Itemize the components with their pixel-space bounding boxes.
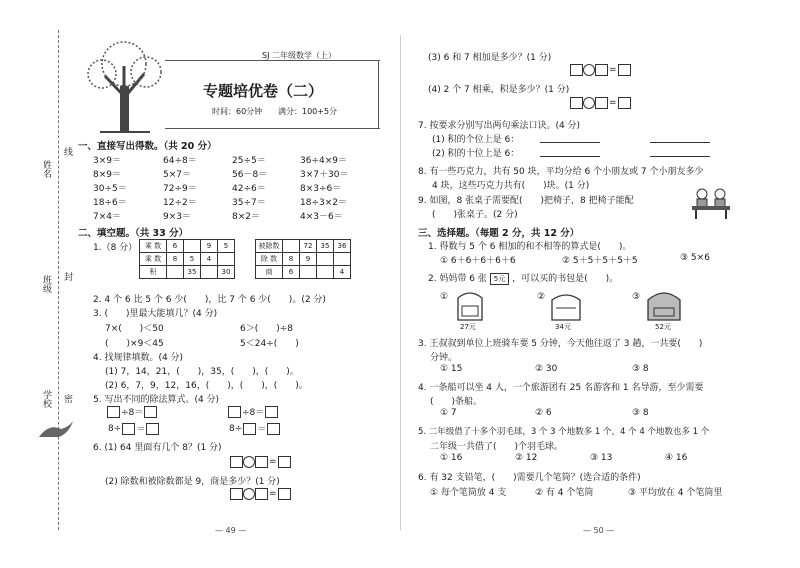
q2-text: 2. 4 个 6 比 5 个 6 少( )，比 7 个 6 少( )。(2 分) <box>93 295 326 305</box>
option[interactable]: ② 12 <box>515 453 538 463</box>
answer-box[interactable] <box>230 456 243 468</box>
table-cell[interactable] <box>334 253 351 266</box>
table-row-header: 乘 数 <box>140 240 167 253</box>
table-cell: 6 <box>167 240 184 253</box>
answer-box[interactable] <box>618 97 631 109</box>
answer-box[interactable] <box>265 406 278 418</box>
table-cell: 35 <box>317 240 334 253</box>
table-row-header: 积 <box>140 266 167 279</box>
table-cell: 35 <box>184 266 201 279</box>
table-row-header: 乘 数 <box>140 253 167 266</box>
arithmetic-problem: 35÷7＝ <box>232 198 266 208</box>
option[interactable]: ③ 13 <box>590 453 613 463</box>
c5-text: 二年级一共借了( )个羽毛球。 <box>430 442 564 452</box>
option[interactable]: ① 6＋6＋6＋6＋6 <box>440 256 516 266</box>
arithmetic-problem: 4×3－6＝ <box>300 212 343 222</box>
division-table <box>255 239 351 279</box>
q6-4-text: (4) 2 个 7 相乘，积是多少？(1 分) <box>428 85 570 95</box>
arithmetic-problem: 3×9＝ <box>93 156 121 166</box>
option[interactable]: ③ 8 <box>632 364 649 374</box>
table-cell[interactable] <box>218 253 235 266</box>
table-row-header: 除 数 <box>256 253 283 266</box>
q6-text2: (2) 除数和被除数都是 9，商是多少？(1 分) <box>105 477 280 487</box>
answer-box[interactable] <box>278 488 291 500</box>
answer-box[interactable] <box>278 456 291 468</box>
c3-text: 分钟。 <box>430 353 458 363</box>
answer-line[interactable] <box>650 156 710 157</box>
answer-box[interactable] <box>228 406 241 418</box>
equals-sign: = <box>269 457 277 467</box>
time-label: 时间：60分钟 <box>212 107 263 116</box>
answer-box[interactable] <box>144 406 157 418</box>
arithmetic-problem: 3×7＋30＝ <box>300 170 349 180</box>
secret-label: 密 <box>64 395 74 405</box>
option[interactable]: ① 7 <box>440 408 457 418</box>
bird-decoration <box>35 415 75 445</box>
operator-circle[interactable] <box>243 456 255 468</box>
page-divider <box>400 35 401 530</box>
option[interactable]: ④ 16 <box>665 453 688 463</box>
answer-box[interactable] <box>146 423 159 435</box>
q5-equation: ÷8＝ <box>107 405 157 418</box>
school-label: 学校 <box>41 390 51 408</box>
arithmetic-problem: 18÷6＝ <box>93 198 127 208</box>
q3-item: 6＞( )÷8 <box>240 324 294 334</box>
arithmetic-problem: 7×4＝ <box>93 212 121 222</box>
page-number-left: — 49 — <box>215 526 247 535</box>
answer-box[interactable] <box>107 406 120 418</box>
backpack-icon <box>452 288 488 322</box>
answer-box[interactable] <box>230 488 243 500</box>
answer-row[interactable] <box>570 64 631 76</box>
q5-equation: 8÷ ＝ <box>107 422 159 435</box>
answer-box[interactable] <box>243 423 256 435</box>
q8-text: 8. 有一些巧克力，共有 50 块，平均分给 6 个小朋友或 7 个小朋友多少 <box>418 167 704 177</box>
option[interactable]: ① 每个笔筒放 4 支 <box>430 488 507 498</box>
q4-text: 4. 找规律填数。(4 分) <box>93 353 184 363</box>
table-cell: 5 <box>218 240 235 253</box>
table-cell: 4 <box>334 266 351 279</box>
option[interactable]: ① 15 <box>440 364 463 374</box>
table-cell[interactable] <box>201 266 218 279</box>
operator-circle[interactable] <box>583 97 595 109</box>
arithmetic-problem: 8×2＝ <box>232 212 260 222</box>
answer-box[interactable] <box>618 64 631 76</box>
arithmetic-problem: 9×3＝ <box>163 212 191 222</box>
answer-box[interactable] <box>595 97 608 109</box>
seal-label: 封 <box>64 273 74 283</box>
c1-text: 1. 得数与 5 个 6 相加的和不相等的算式是( )。 <box>428 242 632 252</box>
arithmetic-problem: 25÷5＝ <box>232 156 266 166</box>
q5-equation: ÷8＝ <box>228 405 278 418</box>
table-cell: 9 <box>201 240 218 253</box>
table-cell: 5 <box>184 253 201 266</box>
equals-sign: = <box>269 489 277 499</box>
answer-line[interactable] <box>540 156 600 157</box>
q1-label: 1.（8 分） <box>93 243 138 253</box>
q3-item: ( )×9＜45 <box>105 339 164 349</box>
q4-item: (1) 7，14，21，( )，35，( )，( )。 <box>105 367 299 377</box>
answer-box[interactable] <box>255 488 268 500</box>
arithmetic-problem: 42÷6＝ <box>232 184 266 194</box>
q3-item: 5＜24÷( ) <box>240 339 299 349</box>
line-label: 线 <box>64 148 74 158</box>
arithmetic-problem: 12÷2＝ <box>163 198 197 208</box>
table-cell: 4 <box>201 253 218 266</box>
q5-equation: 8÷ ＝ <box>228 422 280 435</box>
q6-text: 6. (1) 64 里面有几个 8？(1 分) <box>93 443 222 453</box>
score-label: 满分：100+5分 <box>278 107 338 116</box>
c3-text: 3. 王叔叔到单位上班骑车要 5 分钟，今天他往返了 3 趟，一共要( ) <box>418 339 703 349</box>
answer-line[interactable] <box>540 142 600 143</box>
page-number-right: — 50 — <box>583 526 615 535</box>
q5-text: 5. 写出不同的除法算式。(4 分) <box>93 395 220 405</box>
answer-box[interactable] <box>570 64 583 76</box>
table-cell: 6 <box>283 266 300 279</box>
multiplication-table <box>139 239 235 279</box>
backpack-icon <box>644 286 684 322</box>
answer-box[interactable] <box>267 423 280 435</box>
option[interactable]: ② 有 4 个笔筒 <box>535 488 594 498</box>
class-label: 班级 <box>41 275 51 293</box>
backpack-icon <box>548 288 584 322</box>
header-rule-bottom <box>165 128 380 129</box>
answer-line[interactable] <box>650 142 710 143</box>
tree-illustration <box>80 36 170 136</box>
table-cell: 9 <box>300 253 317 266</box>
table-row-header: 商 <box>256 266 283 279</box>
option[interactable]: ② <box>537 292 546 302</box>
table-cell: 8 <box>283 253 300 266</box>
operator-circle[interactable] <box>583 64 595 76</box>
section1-title: 一、直接写出得数。（共 20 分） <box>78 141 217 152</box>
q9-text: 9. 如图，8 张桌子需要配( )把椅子，8 把椅子能配 <box>418 196 634 206</box>
banknote-icon: 5元 <box>490 273 509 285</box>
table-cell[interactable] <box>184 240 201 253</box>
option[interactable]: ① <box>440 292 449 302</box>
section2-title: 二、填空题。（共 33 分） <box>78 228 189 239</box>
equals-sign: = <box>609 98 617 108</box>
table-cell[interactable] <box>167 266 184 279</box>
table-cell[interactable] <box>283 240 300 253</box>
price-label: 52元 <box>655 323 671 331</box>
operator-circle[interactable] <box>243 488 255 500</box>
option[interactable]: ② 30 <box>535 364 558 374</box>
section3-title: 三、选择题。（每题 2 分，共 12 分） <box>418 228 580 239</box>
q3-item: 7×( )＜50 <box>105 324 164 334</box>
option[interactable]: ③ 平均放在 4 个笔筒里 <box>628 488 723 498</box>
q8-text: 4 块，这些巧克力共有( )块。(1 分) <box>432 181 590 191</box>
equals-sign: = <box>609 65 617 75</box>
option[interactable]: ③ <box>632 292 641 302</box>
q3-text: 3. ( )里最大能填几？(4 分) <box>93 309 218 319</box>
q7-item: (2) 积的十位上是 6： <box>432 149 520 159</box>
table-cell[interactable] <box>317 266 334 279</box>
c4-text: ( )条船。 <box>430 397 483 407</box>
c5-text: 5. 二年级借了十多个羽毛球，3 个 3 个地数多 1 个，4 个 4 个地数也多 1 个 <box>418 427 710 437</box>
q9-text: ( )张桌子。(2 分) <box>432 210 518 220</box>
table-cell[interactable] <box>300 266 317 279</box>
c2-text: 2. 妈妈带 6 张 5元 ，可以买的书包是( )。 <box>428 274 619 284</box>
answer-row[interactable] <box>230 456 291 468</box>
q6-3-text: (3) 6 和 7 相加是多少？(1 分) <box>428 53 552 63</box>
arithmetic-problem: 5×7＝ <box>163 170 191 180</box>
arithmetic-problem: 56－8＝ <box>232 170 268 180</box>
table-cell[interactable] <box>317 253 334 266</box>
table-cell: 72 <box>300 240 317 253</box>
answer-box[interactable] <box>595 64 608 76</box>
arithmetic-problem: 8×9＝ <box>93 170 121 180</box>
q7-item: (1) 积的个位上是 6： <box>432 135 520 145</box>
answer-box[interactable] <box>570 97 583 109</box>
answer-row[interactable] <box>570 97 631 109</box>
q7-text: 7. 按要求分别写出两句乘法口诀。(4 分) <box>418 121 581 131</box>
header-rule-right <box>378 60 379 128</box>
arithmetic-problem: 30÷5＝ <box>93 184 127 194</box>
table-cell: 30 <box>218 266 235 279</box>
option[interactable]: ① 16 <box>440 453 463 463</box>
option[interactable]: ② 6 <box>535 408 552 418</box>
binding-line <box>58 30 59 530</box>
arithmetic-problem: 36÷4×9＝ <box>300 156 347 166</box>
arithmetic-problem: 64÷8＝ <box>163 156 197 166</box>
option[interactable]: ② 5＋5＋5＋5＋5 <box>562 256 638 266</box>
table-cell: 36 <box>334 240 351 253</box>
arithmetic-problem: 72÷9＝ <box>163 184 197 194</box>
table-cell: 8 <box>167 253 184 266</box>
price-label: 27元 <box>460 323 476 331</box>
price-label: 34元 <box>555 323 571 331</box>
option[interactable]: ③ 8 <box>632 408 649 418</box>
arithmetic-problem: 18÷3×2＝ <box>300 198 347 208</box>
name-label: 姓名 <box>41 160 51 178</box>
c4-text: 4. 一条船可以坐 4 人，一个旅游团有 25 名游客和 1 名导游，至少需要 <box>418 383 704 393</box>
answer-box[interactable] <box>255 456 268 468</box>
desk-chairs-illustration <box>688 186 734 220</box>
answer-box[interactable] <box>122 423 135 435</box>
table-row-header: 被除数 <box>256 240 283 253</box>
option[interactable]: ③ 5×6 <box>680 253 710 263</box>
book-title: SJ 二年级数学（上） <box>262 51 336 60</box>
arithmetic-problem: 8×3÷6＝ <box>300 184 342 194</box>
page-title: 专题培优卷（二） <box>203 82 324 100</box>
answer-row[interactable] <box>230 488 291 500</box>
c6-text: 6. 有 32 支铅笔，( )需要几个笔筒？(选合适的条件) <box>418 473 641 483</box>
q4-item: (2) 6，7，9，12，16，( )，( )，( )。 <box>105 381 308 391</box>
